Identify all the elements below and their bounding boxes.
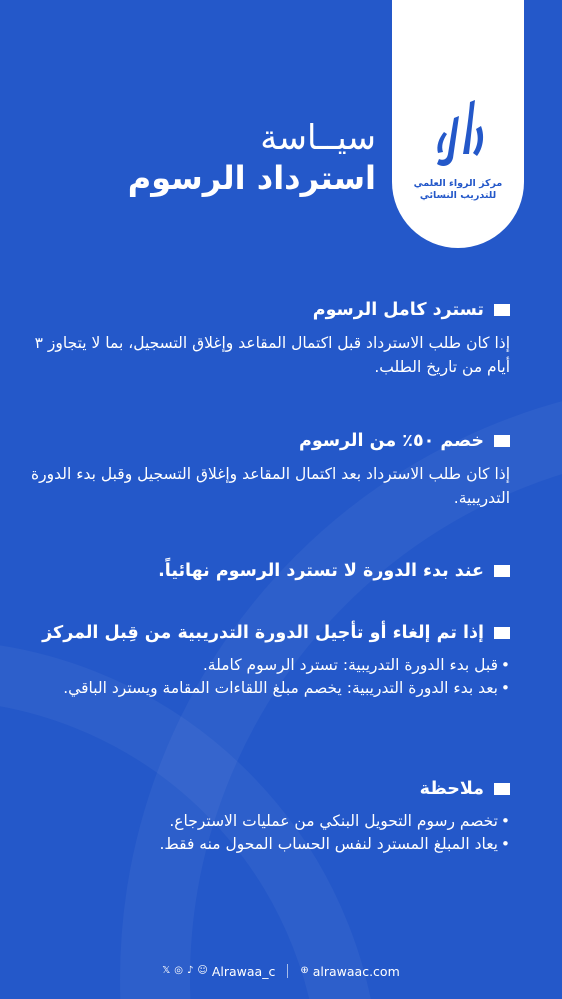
list-item: • يعاد المبلغ المسترد لنفس الحساب المحول منه فقط. [22,833,510,856]
logo-tab [392,0,524,248]
website-url[interactable]: alrawaac.com [312,963,400,979]
bullet-square [494,435,510,447]
bullet-square [494,304,510,316]
section-body: إذا كان طلب الاسترداد بعد اكتمال المقاعد وإغلاق التسجيل وقبل بدء الدورة التدريبية. [31,465,510,507]
section-heading: تسترد كامل الرسوم [312,300,484,320]
bullet-square [494,565,510,577]
list-item: • قبل بدء الدورة التدريبية: تسترد الرسوم كاملة. [22,654,510,677]
page-title [128,118,376,198]
globe-icon: ⊕ [300,965,309,976]
social-links [162,964,275,979]
bullet-square [494,627,510,639]
title-line-1: سيــاسة [260,118,376,158]
section-half-refund [22,428,510,510]
social-handle[interactable]: Alrawaa_c [211,963,276,979]
bullet-list [22,810,510,855]
section-body: إذا كان طلب الاسترداد قبل اكتمال المقاعد وإغلاق التسجيل، بما لا يتجاوز ٣ أيام من تاريخ الطلب. [34,334,510,376]
snapchat-icon[interactable]: ☺ [197,965,208,976]
bullet-list [22,654,510,699]
list-item: • بعد بدء الدورة التدريبية: يخصم مبلغ اللقاءات المقامة ويسترد الباقي. [22,677,510,700]
tiktok-icon[interactable]: ♪ [187,965,194,976]
section-heading: إذا تم إلغاء أو تأجيل الدورة التدريبية من قِبل المركز [42,623,484,643]
instagram-icon[interactable]: ◎ [174,965,184,976]
section-note [22,776,510,855]
alrawaa-logo-icon [423,96,493,172]
title-line-2: استرداد الرسوم [127,159,376,197]
footer-divider [287,964,288,978]
section-heading: خصم ٥٠٪ من الرسوم [299,431,484,451]
bullet-square [494,783,510,795]
x-icon[interactable]: 𝕏 [162,965,171,976]
footer [0,960,562,982]
brand-name: مركز الرواء العلمي للتدريب النسائي [413,178,503,201]
section-full-refund [22,297,510,379]
website-link[interactable] [300,964,399,979]
section-heading: عند بدء الدورة لا تسترد الرسوم نهائياً. [158,561,484,581]
section-cancellation [22,620,510,699]
section-heading: ملاحظة [419,779,484,799]
list-item: • تخصم رسوم التحويل البنكي من عمليات الاسترجاع. [22,810,510,833]
section-no-refund [22,558,510,584]
